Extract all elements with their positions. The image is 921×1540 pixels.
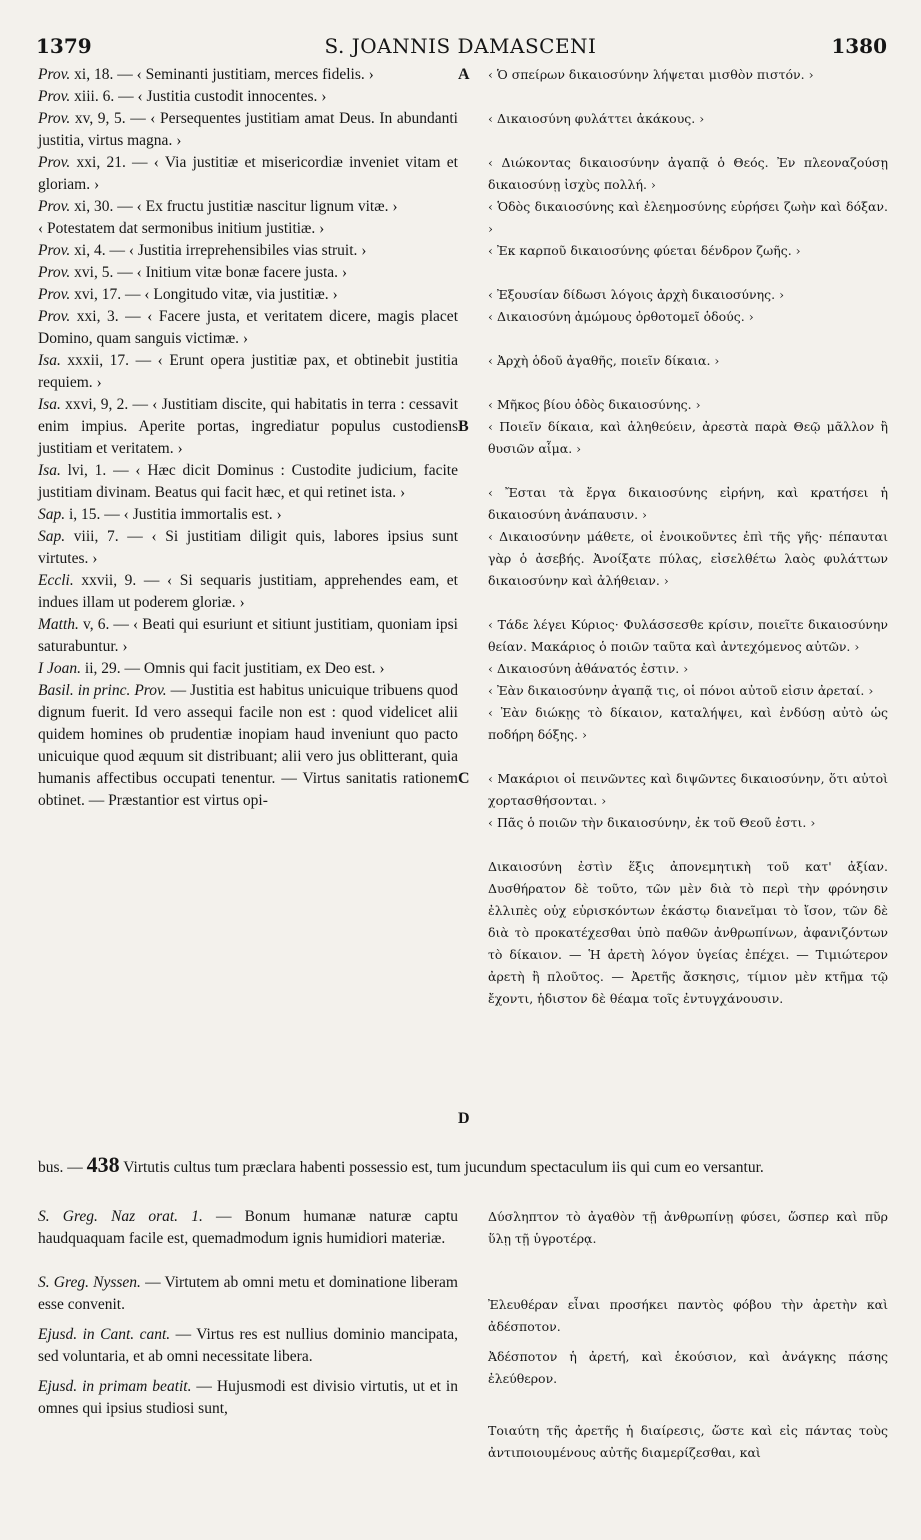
latin-column (38, 64, 458, 812)
greek-entry: ‹ Ὁδὸς δικαιοσύνης καὶ ἐλεημοσύνης εὑρήσει ζωὴν καὶ δόξαν. › (488, 199, 888, 236)
entry-text: i, 15. — ‹ Justitia immortalis est. › (65, 506, 282, 523)
fullwidth-text: Virtutis cultus tum præclara habenti possessio est, tum jucundum spectaculum iis qui cum eo versantur. (119, 1159, 764, 1176)
margin-marker-c: C (458, 770, 470, 787)
latin-entry (38, 196, 458, 218)
entry-text: xi, 4. — ‹ Justitia irreprehensibiles vias struit. › (70, 242, 367, 259)
greek-entry: ‹ Ἔσται τὰ ἔργα δικαιοσύνης εἰρήνη, καὶ κρατήσει ἡ δικαιοσύνη ἀνάπαυσιν. › (488, 485, 888, 522)
left-page-number: 1379 (36, 34, 92, 58)
entry-source: S. Greg. Naz orat. 1. (38, 1208, 203, 1225)
latin-entry (38, 350, 458, 394)
entry-text: xxi, 3. — ‹ Facere justa, et veritatem dicere, magis placet Domino, quam sanguis victimæ. › (38, 308, 458, 347)
entry-source: Eccli. (38, 572, 74, 589)
latin-entry (38, 108, 458, 152)
entry-source: Prov. (38, 308, 71, 325)
entry-text: — Bonum humanæ naturæ captu haudquaquam facile est, quemadmodum ignis humidiori materiæ. (38, 1208, 459, 1247)
fullwidth-lead: bus. — (38, 1159, 83, 1176)
greek-spacer (488, 460, 888, 482)
entry-source: Prov. (38, 154, 71, 171)
entry-source: Prov. (38, 264, 71, 281)
entry-source: Sap. (38, 528, 66, 545)
latin-entry (38, 284, 458, 306)
entry-text: xxi, 21. — ‹ Via justitiæ et misericordiæ inveniet vitam et gloriam. › (38, 154, 458, 193)
greek-entry: Δικαιοσύνη ἐστὶν ἕξις ἀπονεμητικὴ τοῦ κατ' ἀξίαν. Δυσθήρατον δὲ τοῦτο, τῶν μὲν διὰ τὸ περὶ τὴν φρόνησιν ἐλλιπὲς οὐχ εὑρισκόντων ἑκάστῳ διανεῖμαι τὸ ἴσον, τῶν δὲ διὰ τὸ προκατέχεσθαι ὑπὸ παθῶν ἀνθρωπίνων, ἀφανιζόντων τὸ δίκαιον. — Ἡ ἀρετὴ λόγον ὑγείας ἐπέχει. — Τιμιώτερον ἀρετὴ ἢ πλοῦτος. — Ἀρετῆς ἄσκησις, τίμιον μὲν κτῆμα τῷ ἔχοντι, ἡδιστον δὲ θέαμα τοῖς ἐντυγχάνουσιν. (488, 859, 888, 1006)
entry-source: Prov. (38, 286, 71, 303)
greek-entry: Ἐλευθέραν εἶναι προσήκει παντὸς φόβου τὴν ἀρετὴν καὶ ἀδέσποτον. (488, 1297, 888, 1334)
latin-entry (38, 526, 458, 570)
greek-spacer (488, 86, 888, 108)
greek-entry: ‹ Δικαιοσύνη φυλάττει ἀκάκους. › (488, 111, 705, 126)
latin-entry (38, 680, 458, 812)
greek-entry: ‹ Ἐὰν δικαιοσύνην ἀγαπᾷ τις, οἱ πόνοι αὐτοῦ εἰσιν ἀρεταί. › (488, 683, 874, 698)
entry-text: ii, 29. — Omnis qui facit justitiam, ex Deo est. › (81, 660, 385, 677)
greek-entry: ‹ Διώκοντας δικαιοσύνην ἀγαπᾷ ὁ Θεός. Ἐν πλεοναζούσῃ δικαιοσύνῃ ἰσχὺς πολλή. › (488, 155, 888, 192)
entry-source: Isa. (38, 462, 61, 479)
greek-spacer (488, 372, 888, 394)
latin-entry (38, 1206, 458, 1250)
greek-entry: ‹ Ποιεῖν δίκαια, καὶ ἀληθεύειν, ἀρεστὰ παρὰ Θεῷ μᾶλλον ἢ θυσιῶν αἷμα. › (488, 419, 888, 456)
greek-spacer (488, 746, 888, 768)
entry-source: S. Greg. Nyssen. (38, 1274, 141, 1291)
entry-source: Prov. (38, 110, 71, 127)
entry-source: Prov. (38, 88, 71, 105)
running-title: S. JOANNIS DAMASCENI (324, 34, 597, 58)
greek-entry: ‹ Δικαιοσύνη ἀθάνατός ἐστιν. › (488, 661, 689, 676)
latin-entry (38, 306, 458, 350)
latin-entry (38, 504, 458, 526)
entry-source: Ejusd. in primam beatit. (38, 1378, 192, 1395)
entry-source: Prov. (38, 242, 71, 259)
greek-entry: ‹ Ἐκ καρποῦ δικαιοσύνης φύεται δένδρον ζωῆς. › (488, 243, 801, 258)
greek-entry: ‹ Δικαιοσύνη ἀμώμους ὀρθοτομεῖ ὁδούς. › (488, 309, 754, 324)
latin-entry (38, 394, 458, 460)
greek-entry: ‹ Ἀρχὴ ὁδοῦ ἀγαθῆς, ποιεῖν δίκαια. › (488, 353, 720, 368)
latin-entry (38, 240, 458, 262)
entry-text: xxvii, 9. — ‹ Si sequaris justitiam, apprehendes eam, et indues illam ut poderem gloriæ. › (38, 572, 458, 611)
greek-entry: ‹ Ὁ σπείρων δικαιοσύνην λήψεται μισθὸν πιστόν. › (488, 67, 814, 82)
greek-entry: Ἀδέσποτον ἡ ἀρετή, καὶ ἑκούσιον, καὶ ἀνάγκης πάσης ἐλεύθερον. (488, 1349, 888, 1386)
entry-text: xi, 18. — ‹ Seminanti justitiam, merces fidelis. › (70, 66, 374, 83)
entry-text: xv, 9, 5. — ‹ Persequentes justitiam amat Deus. In abundanti justitia, virtus magna. › (38, 110, 458, 149)
greek-spacer (488, 592, 888, 614)
greek-spacer (488, 834, 888, 856)
greek-entry: ‹ Τάδε λέγει Κύριος· Φυλάσσεσθε κρίσιν, ποιεῖτε δικαιοσύνην θείαν. Μακάριος ὁ ποιῶν ταῦτα καὶ ἀντεχόμενος αὐτῶν. › (488, 617, 888, 654)
lower-latin-column (38, 1206, 458, 1420)
entry-source: Isa. (38, 352, 61, 369)
greek-spacer (488, 130, 888, 152)
latin-entry (38, 570, 458, 614)
greek-entry: ‹ Ἐξουσίαν δίδωσι λόγοις ἀρχὴ δικαιοσύνης. › (488, 287, 785, 302)
latin-entry (38, 86, 458, 108)
entry-source: Sap. (38, 506, 66, 523)
entry-text: lvi, 1. — ‹ Hæc dicit Dominus : Custodite judicium, facite justitiam divinam. Beatus qui facit hæc, et qui retinet ista. › (38, 462, 458, 501)
greek-entry: Δύσληπτον τὸ ἀγαθὸν τῇ ἀνθρωπίνῃ φύσει, ὥσπερ καὶ πῦρ ὕλῃ τῇ ὑγροτέρᾳ. (488, 1209, 888, 1246)
greek-entry: ‹ Δικαιοσύνην μάθετε, οἱ ἐνοικοῦντες ἐπὶ τῆς γῆς· πέπαυται γὰρ ὁ ἀσεβής. Ἀνοίξατε πύλας, εἰσελθέτω λαὸς φυλάττων δικαιοσύνην καὶ ἀλήθειαν. › (488, 529, 888, 588)
latin-entry (38, 1324, 458, 1368)
entry-source: Prov. (38, 198, 71, 215)
entry-text: — Virtus res est nullius dominio mancipata, sed voluntaria, et ab omni necessitate libera. (38, 1326, 458, 1365)
greek-entry: ‹ Πᾶς ὁ ποιῶν τὴν δικαιοσύνην, ἐκ τοῦ Θεοῦ ἐστι. › (488, 815, 816, 830)
entry-text: xiii. 6. — ‹ Justitia custodit innocentes. › (70, 88, 327, 105)
entry-text: — Virtutem ab omni metu et dominatione liberam esse convenit. (38, 1274, 458, 1313)
margin-marker-b: B (458, 418, 469, 435)
fullwidth-passage (38, 1154, 894, 1179)
entry-text: v, 6. — ‹ Beati qui esuriunt et sitiunt justitiam, quoniam ipsi saturabuntur. › (38, 616, 458, 655)
lower-greek-column (488, 1206, 888, 1464)
entry-text: xi, 30. — ‹ Ex fructu justitiæ nascitur lignum vitæ. › (70, 198, 398, 215)
greek-entry: Τοιαύτη τῆς ἀρετῆς ἡ διαίρεσις, ὥστε καὶ εἰς πάντας τοὺς ἀντιποιουμένους αὐτῆς διαμερίζεσθαι, καὶ (488, 1423, 888, 1460)
greek-entry: ‹ Μακάριοι οἱ πεινῶντες καὶ διψῶντες δικαιοσύνην, ὅτι αὐτοὶ χορτασθήσονται. › (488, 771, 888, 808)
entry-text: xxxii, 17. — ‹ Erunt opera justitiæ pax, et obtinebit justitia requiem. › (38, 352, 458, 391)
latin-entry (38, 1272, 458, 1316)
latin-entry (38, 460, 458, 504)
entry-text: xvi, 17. — ‹ Longitudo vitæ, via justitiæ. › (70, 286, 338, 303)
latin-entry (38, 64, 458, 86)
entry-source: Basil. in princ. Prov. (38, 682, 167, 699)
entry-text: ‹ Potestatem dat sermonibus initium justitiæ. › (38, 220, 325, 237)
entry-text: — Justitia est habitus unicuique tribuens quod dignum fuerit. Id vero assequi facile non est : quod videlicet alii quidem homines ob prudentiæ inopiam haud inveniunt quo pacto unicuique quod æquum sit distribuant; alii vero jus oblitterant, quia humanis affectibus occupati tenentur. — Virtus sanitatis rationem obtinet. — Præstantior est virtus opi- (38, 682, 458, 809)
column-number: 438 (86, 1152, 120, 1177)
latin-entry (38, 262, 458, 284)
greek-column (488, 64, 888, 1010)
entry-source: Prov. (38, 66, 71, 83)
entry-text: — Hujusmodi est divisio virtutis, ut et in omnes qui ipsius studiosi sunt, (38, 1378, 458, 1417)
latin-entry (38, 614, 458, 658)
entry-text: viii, 7. — ‹ Si justitiam diligit quis, labores ipsius sunt virtutes. › (38, 528, 458, 567)
latin-entry (38, 152, 458, 196)
greek-entry: ‹ Μῆκος βίου ὁδὸς δικαιοσύνης. › (488, 397, 701, 412)
right-page-number: 1380 (831, 34, 887, 58)
latin-entry (38, 218, 458, 240)
latin-entry (38, 1376, 458, 1420)
entry-source: Isa. (38, 396, 61, 413)
greek-entry: ‹ Ἐὰν διώκῃς τὸ δίκαιον, καταλήψει, καὶ ἐνδύσῃ αὐτὸ ὡς ποδήρη δόξης. › (488, 705, 888, 742)
entry-source: Ejusd. in Cant. cant. (38, 1326, 171, 1343)
greek-spacer (488, 328, 888, 350)
latin-entry (38, 658, 458, 680)
entry-text: xvi, 5. — ‹ Initium vitæ bonæ facere justa. › (70, 264, 348, 281)
margin-marker-d: D (458, 1110, 470, 1127)
entry-source: Matth. (38, 616, 79, 633)
entry-text: xxvi, 9, 2. — ‹ Justitiam discite, qui habitatis in terra : cessavit enim impius. Aperite portas, ingrediatur populus custodiens justitiam et veritatem. › (38, 396, 458, 457)
entry-source: I Joan. (38, 660, 82, 677)
margin-marker-a: A (458, 66, 470, 83)
greek-spacer (488, 262, 888, 284)
